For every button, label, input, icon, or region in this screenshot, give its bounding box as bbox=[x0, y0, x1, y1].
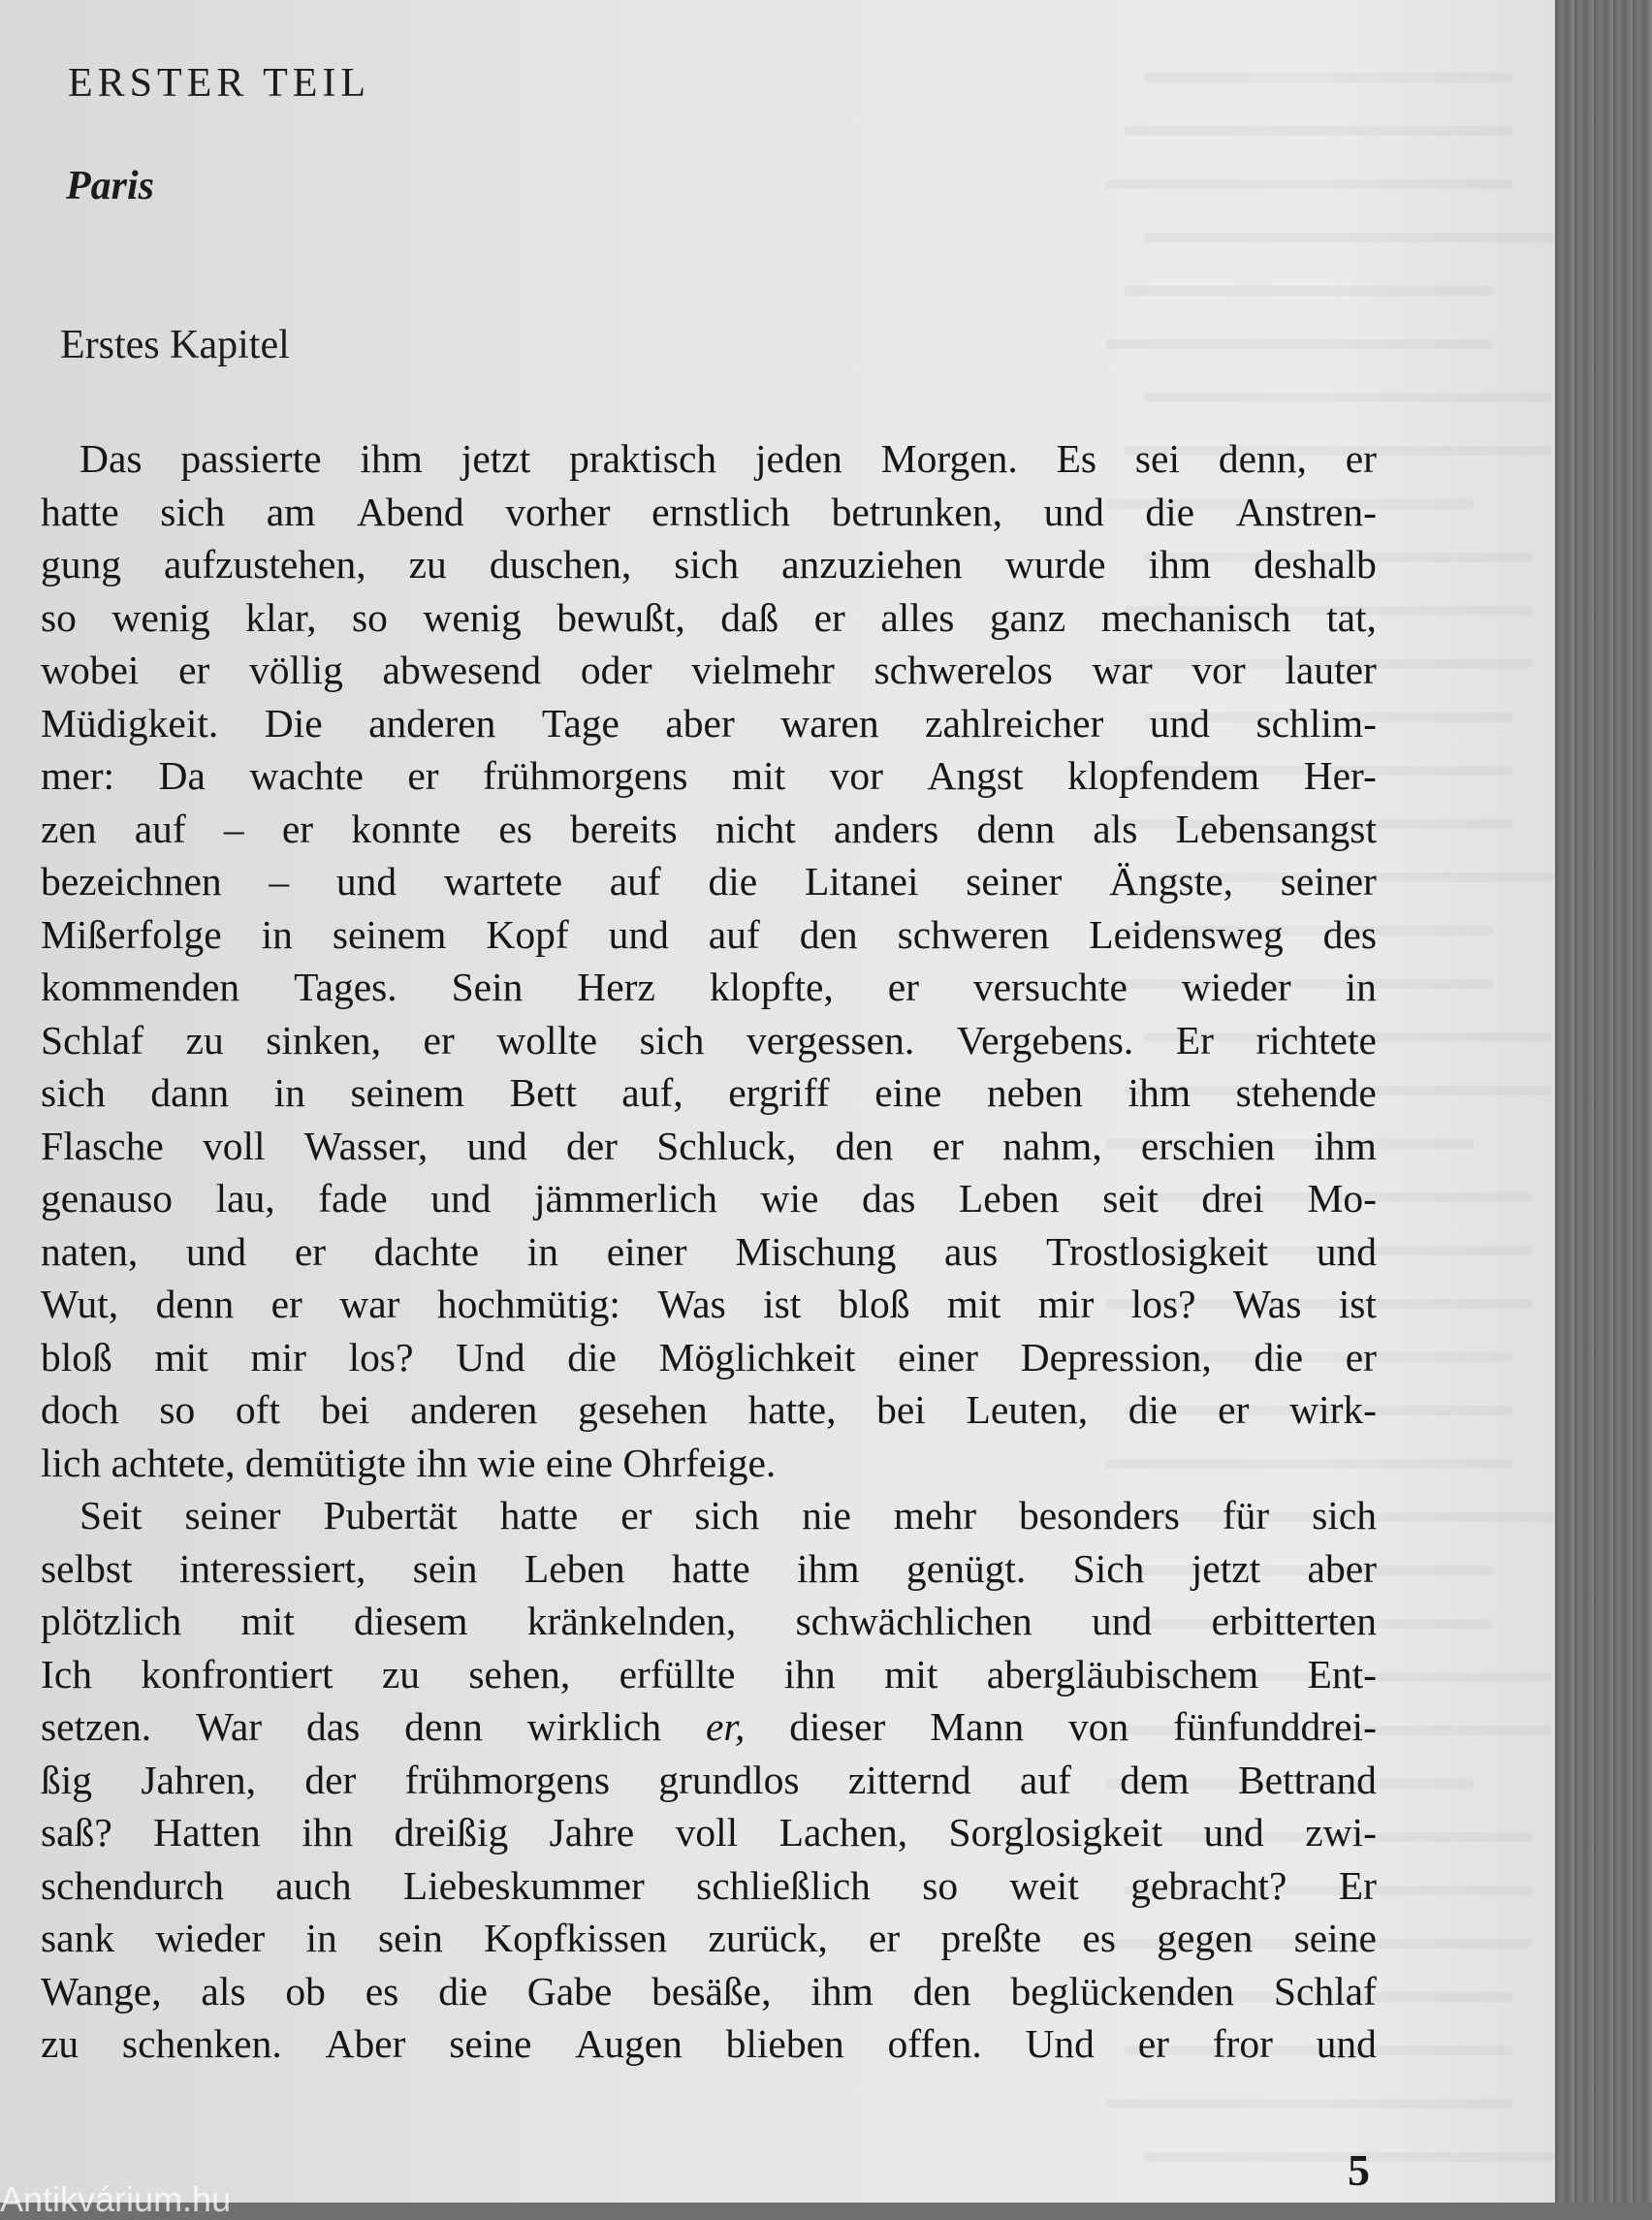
text-line: zu schenken. Aber seine Augen blieben offen. Und er fror und bbox=[41, 2021, 1377, 2066]
bleed-through-line bbox=[1144, 393, 1551, 402]
text-line: selbst interessiert, sein Leben hatte ihm genügt. Sich jetzt aber bbox=[41, 1545, 1377, 1591]
text-line: saß? Hatten ihn dreißig Jahre voll Lachen, Sorglosigkeit und zwi- bbox=[41, 1810, 1377, 1855]
part-title: ERSTER TEIL bbox=[68, 61, 371, 106]
bleed-through-line bbox=[1105, 179, 1512, 189]
text-line: kommenden Tages. Sein Herz klopfte, er versuchte wieder in bbox=[41, 965, 1377, 1009]
text-line: mer: Da wachte er frühmorgens mit vor Angst klopfendem Her- bbox=[41, 753, 1377, 798]
text-line: Schlaf zu sinken, er wollte sich vergessen. Vergebens. Er richtete bbox=[41, 1017, 1377, 1062]
text-line: so wenig klar, so wenig bewußt, daß er alles ganz mechanisch tat, bbox=[41, 594, 1377, 640]
bleed-through-line bbox=[1144, 233, 1555, 242]
text-line: Wange, als ob es die Gabe besäße, ihm den beglückenden Schlaf bbox=[41, 1968, 1377, 2014]
page-number: 5 bbox=[1348, 2145, 1370, 2195]
text-line: setzen. War das denn wirklich er, dieser Mann von fünfunddrei- bbox=[41, 1704, 1377, 1749]
text-line: Müdigkeit. Die anderen Tage aber waren zahlreicher und schlim- bbox=[41, 700, 1377, 745]
part-subtitle: Paris bbox=[66, 164, 155, 208]
bleed-through-line bbox=[1125, 126, 1512, 136]
text-line: lich achtete, demütigte ihn wie eine Ohrfeige. bbox=[41, 1440, 777, 1485]
text-line: ßig Jahren, der frühmorgens grundlos zitternd auf dem Bettrand bbox=[41, 1757, 1377, 1802]
watermark-text: Antikvárium.hu bbox=[0, 2179, 232, 2219]
text-line: Mißerfolge in seinem Kopf und auf den schweren Leidensweg des bbox=[41, 911, 1377, 957]
bleed-through-line bbox=[1144, 73, 1512, 82]
text-line: sich dann in seinem Bett auf, ergriff eine neben ihm stehende bbox=[41, 1070, 1377, 1115]
text-line: schendurch auch Liebeskummer schließlich so weit gebracht? Er bbox=[41, 1862, 1377, 1908]
text-line: Wut, denn er war hochmütig: Was ist bloß mit mir los? Was ist bbox=[41, 1282, 1377, 1326]
chapter-title: Erstes Kapitel bbox=[60, 323, 290, 367]
text-line: Seit seiner Pubertät hatte er sich nie mehr besonders für sich bbox=[79, 1493, 1377, 1538]
page-edge-stack bbox=[1555, 0, 1652, 2203]
text-line: plötzlich mit diesem kränkelnden, schwächlichen und erbitterten bbox=[41, 1599, 1377, 1643]
text-line: zen auf – er konnte es bereits nicht anders denn als Lebensangst bbox=[41, 806, 1377, 851]
bleed-through-line bbox=[1105, 339, 1493, 349]
text-line: bloß mit mir los? Und die Möglichkeit einer Depression, die er bbox=[41, 1334, 1377, 1380]
text-line: gung aufzustehen, zu duschen, sich anzuziehen wurde ihm deshalb bbox=[41, 542, 1377, 587]
text-line: doch so oft bei anderen gesehen hatte, bei Leuten, die er wirk- bbox=[41, 1387, 1377, 1432]
bleed-through-line bbox=[1105, 2099, 1512, 2109]
text-line: genauso lau, fade und jämmerlich wie das Leben seit drei Mo- bbox=[41, 1176, 1377, 1221]
chapter-body-text bbox=[41, 432, 1377, 2071]
text-line: sank wieder in sein Kopfkissen zurück, er preßte es gegen seine bbox=[41, 1916, 1377, 1960]
text-line: bezeichnen – und wartete auf die Litanei seiner Ängste, seiner bbox=[41, 859, 1377, 904]
text-line: naten, und er dachte in einer Mischung aus Trostlosigkeit und bbox=[41, 1228, 1377, 1274]
text-line: hatte sich am Abend vorher ernstlich betrunken, und die Anstren- bbox=[41, 489, 1377, 534]
bleed-through-line bbox=[1125, 286, 1493, 296]
text-line: Ich konfrontiert zu sehen, erfüllte ihn mit abergläubischem Ent- bbox=[41, 1651, 1377, 1697]
text-line: wobei er völlig abwesend oder vielmehr schwerelos war vor lauter bbox=[41, 648, 1377, 692]
text-line: Flasche voll Wasser, und der Schluck, den er nahm, erschien ihm bbox=[41, 1123, 1377, 1168]
text-line: Das passierte ihm jetzt praktisch jeden Morgen. Es sei denn, er bbox=[79, 436, 1377, 481]
